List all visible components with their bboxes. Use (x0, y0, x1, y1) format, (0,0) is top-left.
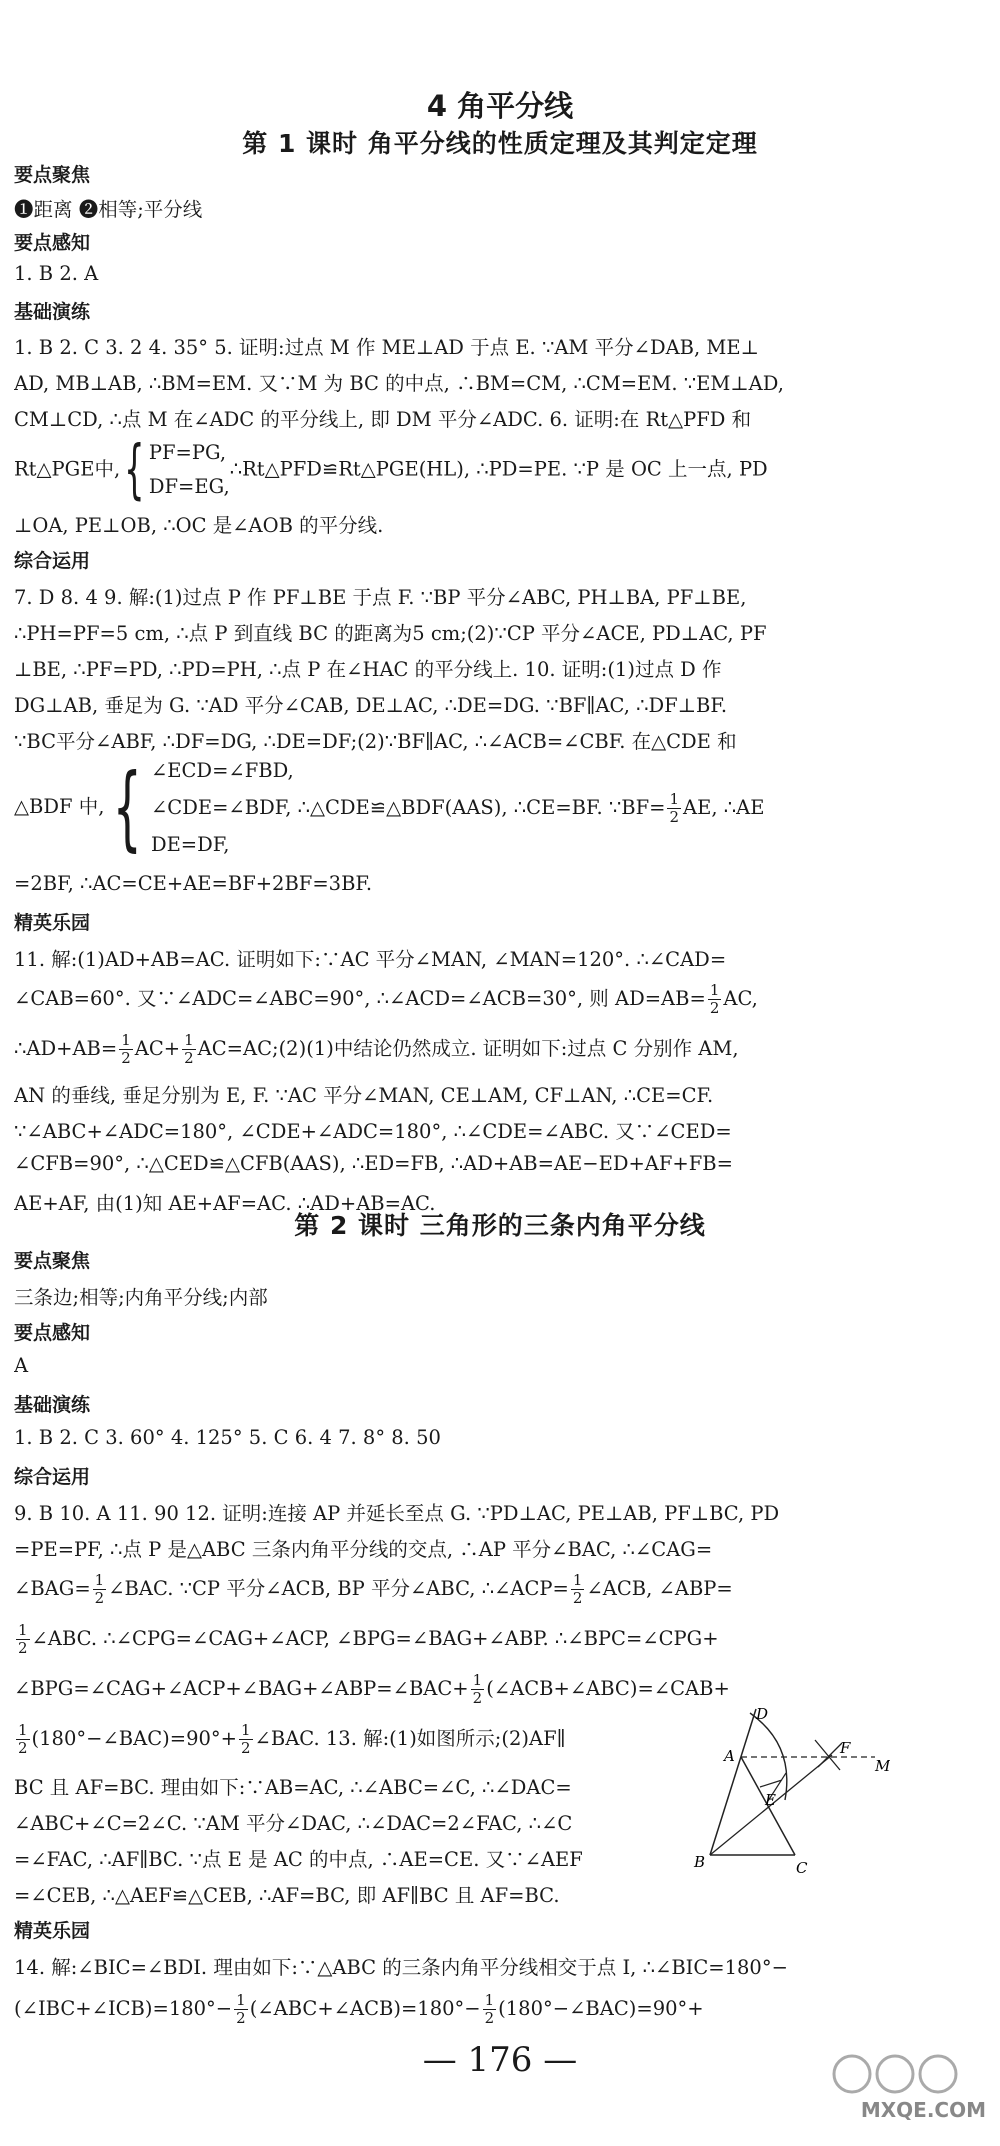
answer-line: AE+AF, 由(1)知 AE+AF=AC. ∴AD+AB=AC. (14, 1192, 436, 1215)
answer-text: AC=AC;(2)(1)中结论仍然成立. 证明如下:过点 C 分别作 AM, (197, 1037, 739, 1060)
figure-label-m: M (875, 1757, 890, 1775)
page-number: — 176 — (422, 2040, 578, 2080)
heading-elite: 精英乐园 (14, 1920, 91, 1942)
watermark-logo-icon (830, 2050, 960, 2098)
answer-line: 14. 解:∠BIC=∠BDI. 理由如下:∵△ABC 的三条内角平分线相交于点 I, ∴∠BIC=180°− (14, 1956, 788, 1979)
heading-basic-practice: 基础演练 (14, 301, 91, 323)
answer-text: (∠IBC+∠ICB)=180°− (14, 1997, 233, 2020)
heading-key-perception: 要点感知 (14, 1322, 91, 1344)
answer-line: 三条边;相等;内角平分线;内部 (14, 1286, 268, 1309)
answer-line: =2BF, ∴AC=CE+AE=BF+2BF=3BF. (14, 872, 373, 895)
figure-label-d: D (756, 1705, 769, 1723)
answer-line (14, 1722, 694, 1757)
answer-line: CM⊥CD, ∴点 M 在∠ADC 的平分线上, 即 DM 平分∠ADC. 6. 证明:在 Rt△PFD 和 (14, 408, 752, 431)
fraction: $\frac{1}{2}$ (184, 1032, 194, 1067)
answer-line: 7. D 8. 4 9. 解:(1)过点 P 作 PF⊥BE 于点 F. ∵BP 平分∠ABC, PH⊥BA, PF⊥BE, (14, 586, 747, 609)
equation-system (14, 752, 980, 863)
answer-line: ∴PH=PF=5 cm, ∴点 P 到直线 BC 的距离为5 cm;(2)∵CP 平分∠ACE, PD⊥AC, PF (14, 622, 767, 645)
answer-line: DG⊥AB, 垂足为 G. ∵AD 平分∠CAB, DE⊥AC, ∴DE=DG. ∵BF∥AC, ∴DF⊥BF. (14, 694, 728, 717)
heading-comprehensive: 综合运用 (14, 1466, 91, 1488)
answer-line: 1. B 2. C 3. 2 4. 35° 5. 证明:过点 M 作 ME⊥AD 于点 E. ∵AM 平分∠DAB, ME⊥ (14, 336, 759, 359)
answer-line: =∠CEB, ∴△AEF≌△CEB, ∴AF=BC, 即 AF∥BC 且 AF=BC. (14, 1884, 560, 1907)
answer-line: =PE=PF, ∴点 P 是△ABC 三条内角平分线的交点, ∴AP 平分∠BAC, ∴∠CAG= (14, 1538, 713, 1561)
brace-icon: { (113, 753, 143, 861)
fraction: $\frac{1}{2}$ (472, 1672, 483, 1707)
figure-label-b: B (694, 1853, 706, 1871)
system-line: ∠CDE=∠BDF, ∴△CDE≌△BDF(AAS), ∴CE=BF. ∵BF= (150, 796, 666, 819)
answer-text: ∠BPG=∠CAG+∠ACP+∠BAG+∠ABP=∠BAC+ (14, 1677, 469, 1700)
fraction: $\frac{1}{2}$ (18, 1622, 28, 1657)
answer-text: (180°−∠BAC)=90°+ (31, 1727, 237, 1750)
answer-line (14, 1622, 980, 1657)
system-line: PF=PG, (148, 441, 227, 464)
figure-label-f: F (840, 1739, 851, 1757)
geometry-figure (690, 1705, 890, 1880)
answer-text: ∴AD+AB= (14, 1037, 118, 1060)
answer-line: 1. B 2. A (14, 262, 99, 285)
answer-line (14, 1672, 980, 1707)
answer-line: 1. B 2. C 3. 60° 4. 125° 5. C 6. 4 7. 8° 8. 50 (14, 1426, 441, 1449)
heading-comprehensive: 综合运用 (14, 550, 91, 572)
system-line: AE, ∴AE (683, 796, 765, 819)
answer-text: ∠BAG= (14, 1577, 91, 1600)
fraction: $\frac{1}{2}$ (236, 1992, 246, 2027)
system-line: ∠ECD=∠FBD, (150, 759, 294, 782)
answer-text: Rt△PGE中, (14, 457, 121, 481)
fraction: $\frac{1}{2}$ (94, 1572, 105, 1607)
answer-line: =∠FAC, ∴AF∥BC. ∵点 E 是 AC 的中点, ∴AE=CE. 又∵∠AEF (14, 1848, 583, 1871)
fraction: $\frac{1}{2}$ (240, 1722, 251, 1757)
heading-key-perception: 要点感知 (14, 232, 91, 254)
answer-line: ∠ABC+∠C=2∠C. ∵AM 平分∠DAC, ∴∠DAC=2∠FAC, ∴∠C (14, 1812, 573, 1835)
answer-text: AC, (723, 987, 758, 1010)
fraction: $\frac{1}{2}$ (669, 790, 680, 826)
fraction: $\frac{1}{2}$ (709, 982, 720, 1017)
answer-text: ∠BAC. 13. 解:(1)如图所示;(2)AF∥ (254, 1727, 566, 1750)
answer-line (14, 982, 980, 1017)
brace-icon: { (124, 433, 145, 507)
answer-line: 11. 解:(1)AD+AB=AC. 证明如下:∵AC 平分∠MAN, ∠MAN=120°. ∴∠CAD= (14, 948, 727, 971)
answer-line: AN 的垂线, 垂足分别为 E, F. ∵AC 平分∠MAN, CE⊥AM, CF⊥AN, ∴CE=CF. (14, 1084, 714, 1107)
answer-text: (∠ACB+∠ABC)=∠CAB+ (486, 1677, 730, 1700)
answer-line (14, 1992, 980, 2027)
answer-text: ∠BAC. ∵CP 平分∠ACB, BP 平分∠ABC, ∴∠ACP= (108, 1577, 569, 1600)
figure-label-a: A (724, 1747, 735, 1765)
answer-text: (∠ABC+∠ACB)=180°− (249, 1997, 481, 2020)
answer-text: ∴Rt△PFD≌Rt△PGE(HL), ∴PD=PE. ∵P 是 OC 上一点, PD (229, 457, 768, 481)
figure-label-e: E (765, 1791, 776, 1809)
answer-text: AC+ (134, 1037, 181, 1060)
heading-key-focus: 要点聚焦 (14, 164, 91, 186)
section-title: 4 角平分线 (426, 89, 574, 123)
answer-line: AD, MB⊥AB, ∴BM=EM. 又∵M 为 BC 的中点, ∴BM=CM, ∴CM=EM. ∵EM⊥AD, (14, 372, 784, 395)
answer-line: ❶距离 ❷相等;平分线 (14, 198, 203, 221)
answer-text: (180°−∠BAC)=90°+ (498, 1997, 704, 2020)
answer-line: BC 且 AF=BC. 理由如下:∵AB=AC, ∴∠ABC=∠C, ∴∠DAC= (14, 1776, 572, 1799)
answer-text: ∠CAB=60°. 又∵∠ADC=∠ABC=90°, ∴∠ACD=∠ACB=30°, 则 AD=AB= (14, 987, 706, 1010)
equation-system (14, 433, 980, 507)
answer-text: ∠ACB, ∠ABP= (586, 1577, 733, 1600)
fraction: $\frac{1}{2}$ (121, 1032, 131, 1067)
answer-line (14, 1032, 980, 1067)
answer-line (14, 1572, 980, 1607)
answer-line: 9. B 10. A 11. 90 12. 证明:连接 AP 并延长至点 G. ∵PD⊥AC, PE⊥AB, PF⊥BC, PD (14, 1502, 780, 1525)
watermark-text: MXQE.COM (860, 2098, 986, 2122)
answer-line: ⊥BE, ∴PF=PD, ∴PD=PH, ∴点 P 在∠HAC 的平分线上. 10. 证明:(1)过点 D 作 (14, 658, 722, 681)
answer-text: △BDF 中, (14, 795, 105, 818)
fraction: $\frac{1}{2}$ (572, 1572, 583, 1607)
system-line: DF=EG, (148, 475, 230, 498)
figure-label-c: C (796, 1859, 808, 1877)
answer-line: ∠CFB=90°, ∴△CED≌△CFB(AAS), ∴ED=FB, ∴AD+AB=AE−ED+AF+FB= (14, 1152, 733, 1175)
answer-line: ∵BC平分∠ABF, ∴DF=DG, ∴DE=DF;(2)∵BF∥AC, ∴∠ACB=∠CBF. 在△CDE 和 (14, 730, 737, 753)
heading-key-focus: 要点聚焦 (14, 1250, 91, 1272)
system-line: DE=DF, (150, 833, 230, 856)
answer-line: ∵∠ABC+∠ADC=180°, ∠CDE+∠ADC=180°, ∴∠CDE=∠ABC. 又∵∠CED= (14, 1120, 732, 1143)
answer-line: A (14, 1354, 29, 1377)
answer-text: ∠ABC. ∴∠CPG=∠CAG+∠ACP, ∠BPG=∠BAG+∠ABP. ∴∠BPC=∠CPG+ (31, 1627, 719, 1650)
lesson-2-title: 第 2 课时 三角形的三条内角平分线 (294, 1211, 706, 1240)
lesson-1-title: 第 1 课时 角平分线的性质定理及其判定定理 (242, 129, 758, 158)
heading-elite: 精英乐园 (14, 912, 91, 934)
fraction: $\frac{1}{2}$ (484, 1992, 495, 2027)
answer-line: ⊥OA, PE⊥OB, ∴OC 是∠AOB 的平分线. (14, 514, 384, 537)
system-lines (149, 436, 230, 504)
fraction: $\frac{1}{2}$ (18, 1722, 28, 1757)
system-lines (151, 752, 765, 863)
heading-basic-practice: 基础演练 (14, 1394, 91, 1416)
